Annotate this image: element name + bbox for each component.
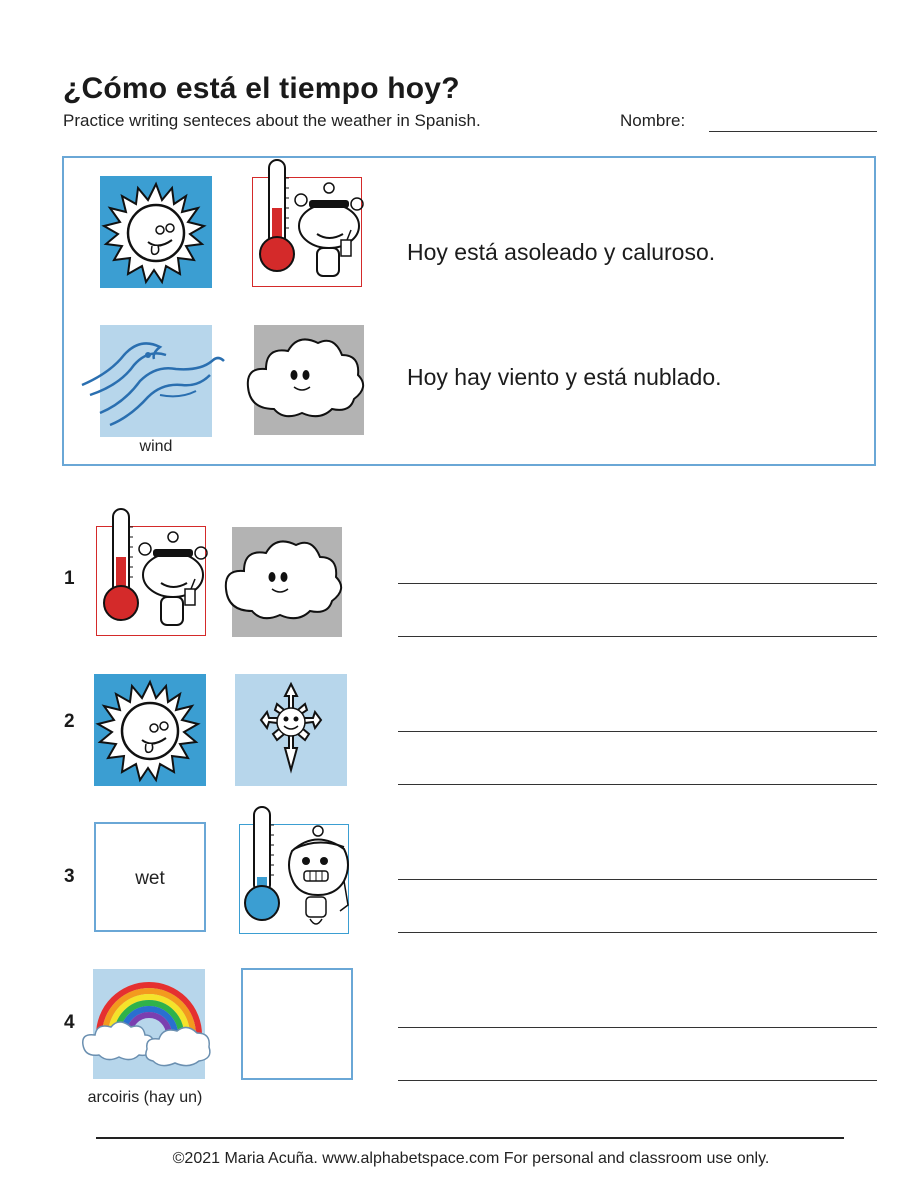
cloud-icon [254,325,364,435]
rainbow-caption: arcoiris (hay un) [87,1089,203,1106]
page-subtitle: Practice writing senteces about the weather in Spanish. [63,111,481,130]
write-line[interactable] [398,731,877,732]
rainbow-icon [93,969,205,1079]
name-label: Nombre: [620,111,686,130]
sun-icon [94,674,206,786]
write-line[interactable] [398,784,877,785]
footer-divider [96,1137,844,1139]
write-line[interactable] [398,879,877,880]
name-write-line[interactable] [709,131,877,132]
exercise-number-2: 2 [64,711,75,732]
sun-icon [100,176,212,288]
write-line[interactable] [398,1027,877,1028]
cloud-icon [232,527,342,637]
example-sentence-2: Hoy hay viento y está nublado. [407,364,722,390]
wet-label: wet [135,868,165,889]
footer-text: ©2021 Maria Acuña. www.alphabetspace.com For personal and classroom use only. [172,1150,770,1167]
page-title: ¿Cómo está el tiempo hoy? [63,72,460,105]
hot-thermometer-icon [252,177,362,287]
empty-box[interactable] [241,968,353,1080]
write-line[interactable] [398,932,877,933]
exercise-number-3: 3 [64,866,75,887]
write-line[interactable] [398,636,877,637]
write-line[interactable] [398,583,877,584]
write-line[interactable] [398,1080,877,1081]
hot-thermometer-icon [96,526,206,636]
empty-box[interactable] [94,822,206,932]
exercise-number-4: 4 [64,1012,75,1033]
wind-caption: wind [139,438,173,455]
snowflake-icon [235,674,347,786]
cold-thermometer-icon [239,824,349,934]
exercise-number-1: 1 [64,568,75,589]
example-sentence-1: Hoy está asoleado y caluroso. [407,239,716,265]
wind-icon [100,325,212,437]
